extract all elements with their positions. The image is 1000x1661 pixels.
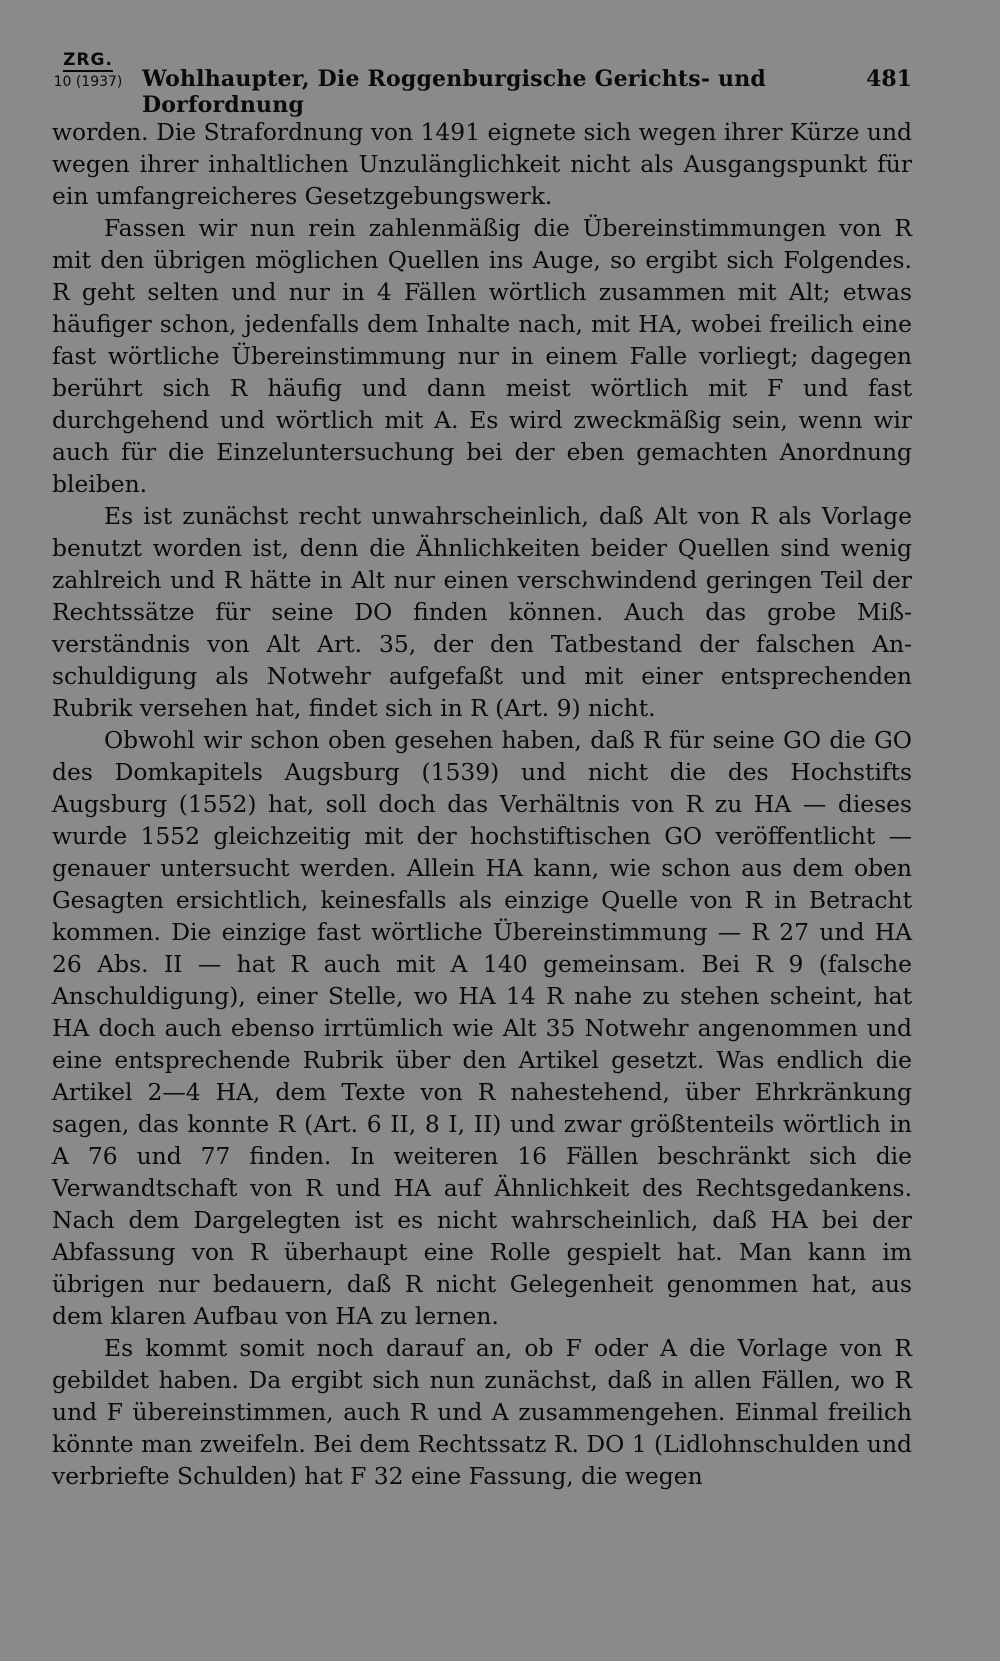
- body-text: [52, 116, 912, 1492]
- journal-citation: [52, 52, 124, 89]
- running-title: Wohlhaupter, Die Roggenburgische Gerichts- und Dorfordnung: [142, 66, 767, 118]
- paragraph: Fassen wir nun rein zahlenmäßig die Übereinstimmungen von R mit den übrigen möglichen Quellen ins Auge, so ergibt sich Folgendes. R geht selten und nur in 4 Fällen wörtlich zusammen mit Alt; etwas häufiger schon, jedenfalls dem Inhalte nach, mit HA, wobei freilich eine fast wörtliche Übereinstimmung nur in einem Falle vorliegt; dagegen berührt sich R häufig und dann meist wörtlich mit F und fast durchgehend und wörtlich mit A. Es wird zweckmäßig sein, wenn wir auch für die Einzeluntersuchung bei der eben gemachten Anordnung bleiben.: [52, 214, 912, 498]
- paragraph: worden. Die Strafordnung von 1491 eignete sich wegen ihrer Kürze und wegen ihrer inhaltlichen Unzulänglichkeit nicht als Ausgangspunkt für ein umfangreicheres Gesetzgebungswerk.: [52, 118, 912, 210]
- paragraph: Obwohl wir schon oben gesehen haben, daß R für seine GO die GO des Domkapitels Augsburg (1539) und nicht die des Hochstifts Augsburg (1552) hat, soll doch das Verhältnis von R zu HA — dieses wurde 1552 gleichzeitig mit der hochstiftischen GO veröffentlicht — genauer untersucht werden. Allein HA kann, wie schon aus dem oben Gesagten ersichtlich, keinesfalls als einzige Quelle von R in Betracht kommen. Die einzige fast wörtliche Übereinstimmung — R 27 und HA 26 Abs. II — hat R auch mit A 140 gemeinsam. Bei R 9 (falsche Anschuldigung), einer Stelle, wo HA 14 R nahe zu stehen scheint, hat HA doch auch ebenso irrtümlich wie Alt 35 Notwehr angenommen und eine entsprechende Rubrik über den Artikel gesetzt. Was endlich die Artikel 2—4 HA, dem Texte von R nahestehend, über Ehrkränkung sagen, das konnte R (Art. 6 II, 8 I, II) und zwar größtenteils wörtlich in A 76 und 77 finden. In weiteren 16 Fällen beschränkt sich die Verwandtschaft von R und HA auf Ähnlichkeit des Rechtsgedankens. Nach dem Dargelegten ist es nicht wahrscheinlich, daß HA bei der Abfassung von R überhaupt eine Rolle gespielt hat. Man kann im übrigen nur bedauern, daß R nicht Gelegenheit genommen hat, aus dem klaren Aufbau von HA zu lernen.: [52, 726, 912, 1330]
- paragraph: Es kommt somit noch darauf an, ob F oder A die Vorlage von R gebildet haben. Da ergibt sich nun zunächst, daß in allen Fällen, wo R und F übereinstimmen, auch R und A zusammengehen. Einmal freilich könnte man zweifeln. Bei dem Rechtssatz R. DO 1 (Lidlohnschulden und verbriefte Schulden) hat F 32 eine Fassung, die wegen: [52, 1334, 912, 1490]
- page-number: 481: [866, 66, 912, 92]
- page-header: [52, 50, 912, 118]
- journal-abbreviation: ZRG.: [63, 50, 113, 70]
- journal-volume: 10 (1937): [53, 74, 123, 90]
- document-page: [52, 52, 912, 1632]
- paragraph: Es ist zunächst recht unwahrscheinlich, daß Alt von R als Vorlage benutzt worden ist, denn die Ähnlichkeiten beider Quellen sind wenig zahlreich und R hätte in Alt nur einen verschwindend geringen Teil der Rechtssätze für seine DO finden können. Auch das grobe Mißverständnis von Alt Art. 35, der den Tatbestand der falschen Anschuldigung als Notwehr aufgefaßt und mit einer entsprechenden Rubrik versehen hat, findet sich in R (Art. 9) nicht.: [52, 502, 912, 722]
